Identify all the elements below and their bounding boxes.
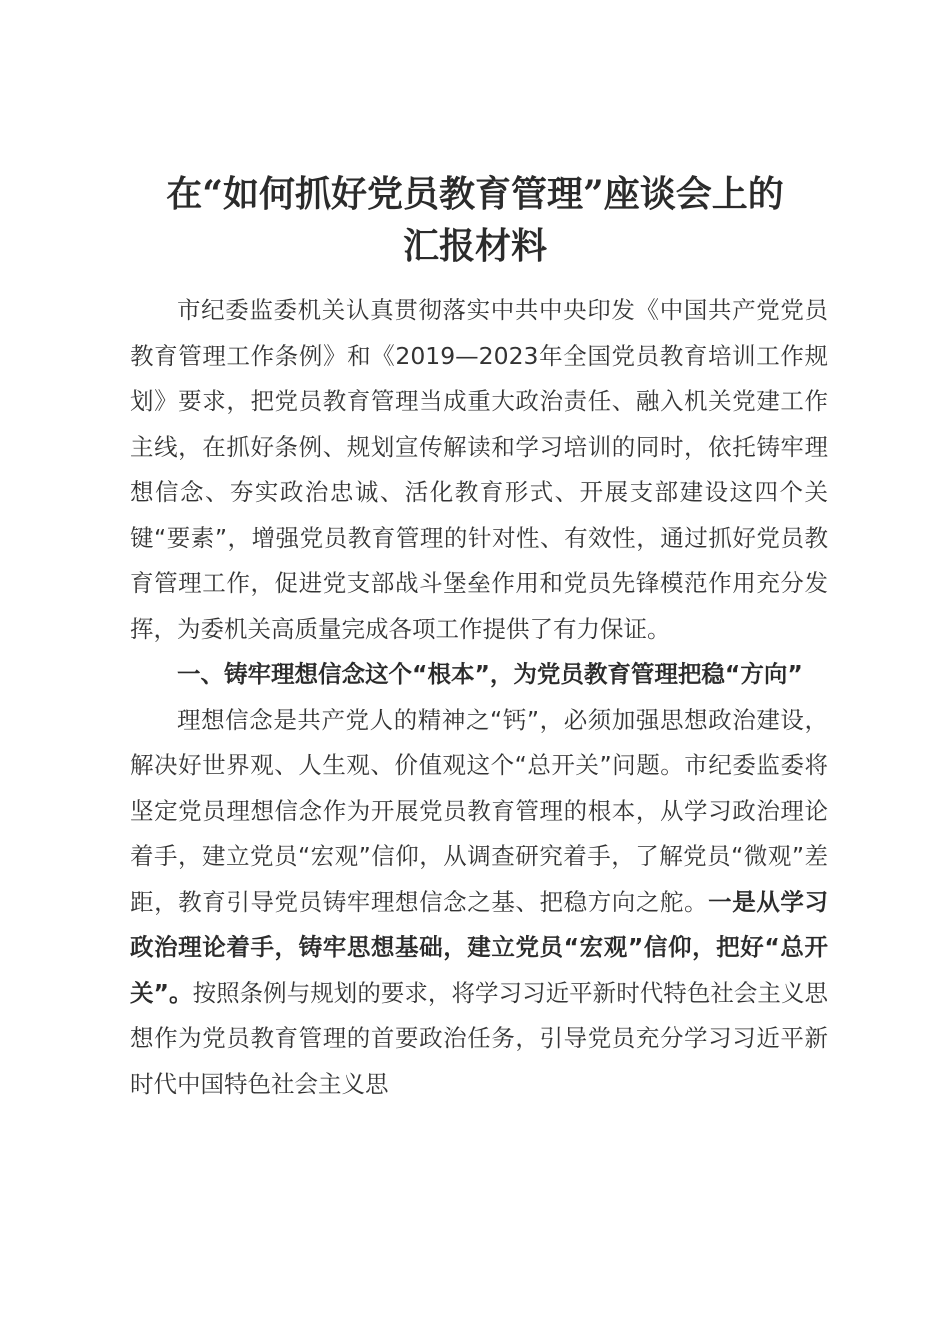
paragraph-section-1-text-continued: 按照条例与规划的要求，将学习习近平新时代特色社会主义思想作为党员教育管理的首要政治任务，引导党员充分学习习近平新时代中国特色社会主义思	[130, 978, 829, 1098]
paragraph-section-1-bold: 一是从学习政治理论着手，铸牢思想基础，建立党员“宏观”信仰，把好“总开关”。	[130, 887, 829, 1007]
paragraph-section-1-text: 理想信念是共产党人的精神之“钙”，必须加强思想政治建设，解决好世界观、人生观、价值观这个“总开关”问题。市纪委监委将坚定党员理想信念作为开展党员教育管理的根本，从学习政治理论着手，建立党员“宏观”信仰，从调查研究着手，了解党员“微观”差距，教育引导党员铸牢理想信念之基、把稳方向之舵。	[130, 705, 828, 916]
paragraph-section-1	[130, 698, 828, 1108]
document-body	[130, 288, 828, 1107]
title-line-2: 汇报材料	[402, 225, 547, 267]
document-title	[100, 168, 850, 272]
title-line-1: 在“如何抓好党员教育管理”座谈会上的	[166, 173, 784, 215]
section-heading-1: 一、铸牢理想信念这个“根本”，为党员教育管理把稳“方向”	[177, 660, 803, 688]
paragraph-intro: 市纪委监委机关认真贯彻落实中共中央印发《中国共产党党员教育管理工作条例》和《2019—2023年全国党员教育培训工作规划》要求，把党员教育管理当成重大政治责任、融入机关党建工作主线，在抓好条例、规划宣传解读和学习培训的同时，依托铸牢理想信念、夯实政治忠诚、活化教育形式、开展支部建设这四个关键“要素”，增强党员教育管理的针对性、有效性，通过抓好党员教育管理工作，促进党支部战斗堡垒作用和党员先锋模范作用充分发挥，为委机关高质量完成各项工作提供了有力保证。	[130, 296, 828, 643]
